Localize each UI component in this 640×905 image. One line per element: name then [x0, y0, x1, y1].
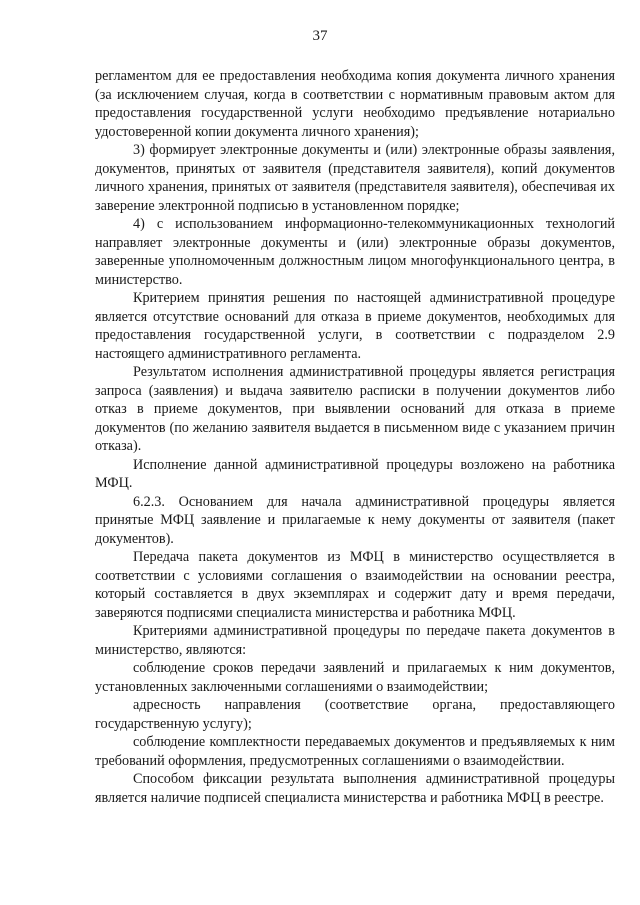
paragraph-8: Передача пакета документов из МФЦ в министерство осуществляется в соответствии с условиями соглашения о взаимодействии на основании реестра, который составляется в двух экземплярах и содержит дату и время передачи, заверяются подписями специалиста министерства и работника МФЦ.	[95, 549, 615, 621]
paragraph-2: 3) формирует электронные документы и (или) электронные образы заявления, документов, принятых от заявителя (представителя заявителя), копий документов личного хранения, принятых от заявителя (представителя заявителя), обеспечивая их заверение электронной подписью в установленном порядке;	[95, 142, 615, 214]
paragraph-9: Критериями административной процедуры по передаче пакета документов в министерство, являются:	[95, 623, 615, 658]
paragraph-10: соблюдение сроков передачи заявлений и прилагаемых к ним документов, установленных заключенными соглашениями о взаимодействии;	[95, 660, 615, 695]
paragraph-11: адресность направления (соответствие органа, предоставляющего государственную услугу);	[95, 697, 615, 732]
paragraph-7: 6.2.3. Основанием для начала административной процедуры является принятые МФЦ заявление и прилагаемые к нему документы от заявителя (пакет документов).	[95, 493, 615, 547]
paragraph-6: Исполнение данной административной процедуры возложено на работника МФЦ.	[95, 456, 615, 491]
paragraph-12: соблюдение комплектности передаваемых документов и предъявляемых к ним требований оформления, предусмотренных соглашениями о взаимодействии.	[95, 734, 615, 769]
paragraph-3: 4) с использованием информационно-телекоммуникационных технологий направляет электронные документы и (или) электронные образы документов, заверенные уполномоченным должностным лицом многофункционального центра, в министерство.	[95, 216, 615, 288]
paragraph-1: регламентом для ее предоставления необходима копия документа личного хранения (за исключением случая, когда в соответствии с нормативным правовым актом для предоставления государственной услуги необходимо предъявление нотариально удостоверенной копии документа личного хранения);	[95, 68, 615, 140]
paragraph-4: Критерием принятия решения по настоящей административной процедуре является отсутствие оснований для отказа в приеме документов, необходимых для предоставления государственной услуги, в соответствии с подразделом 2.9 настоящего административного регламента.	[95, 290, 615, 362]
page-number: 37	[312, 28, 328, 44]
paragraph-5: Результатом исполнения административной процедуры является регистрация запроса (заявления) и выдача заявителю расписки в получении документов либо отказ в приеме документов, при выявлении оснований для отказа в приеме документов (по желанию заявителя выдается в письменном виде с указанием причин отказа).	[95, 364, 615, 454]
document-body	[95, 67, 615, 807]
paragraph-13: Способом фиксации результата выполнения административной процедуры является наличие подписей специалиста министерства и работника МФЦ в реестре.	[95, 771, 615, 806]
